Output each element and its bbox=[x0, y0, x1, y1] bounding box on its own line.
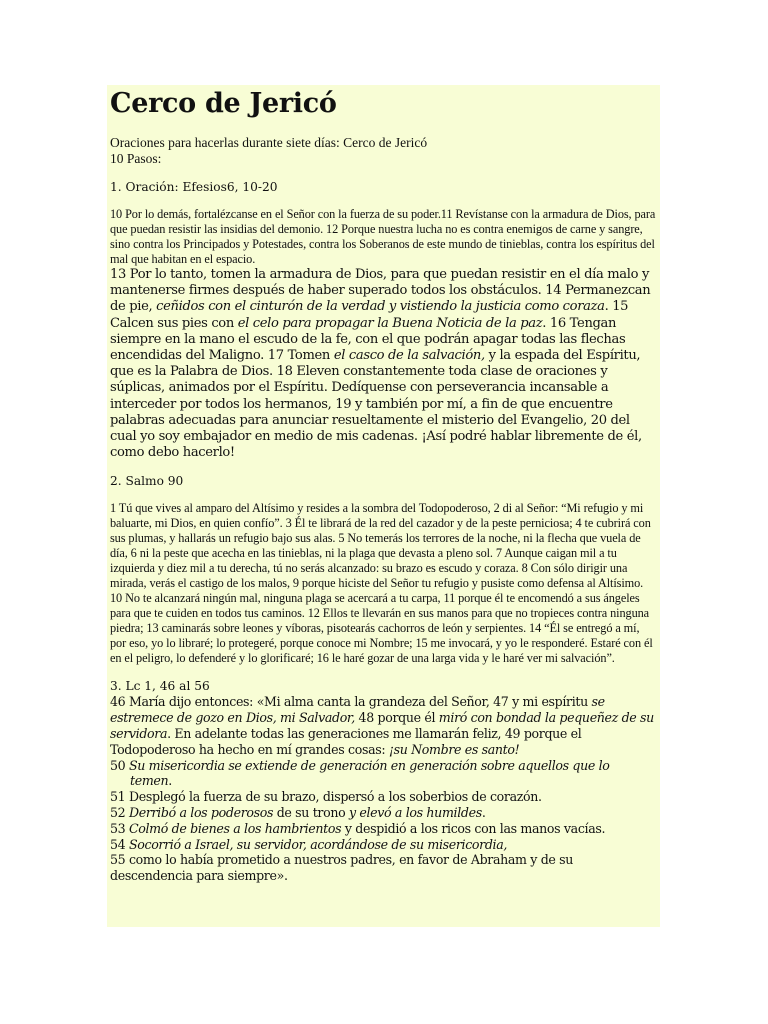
section2-heading: 2. Salmo 90 bbox=[110, 474, 184, 489]
verse-52: 52 Derribó a los poderosos de su trono y elevó a los humildes. bbox=[110, 805, 486, 821]
intro-line: Oraciones para hacerlas durante siete días: Cerco de Jericó bbox=[110, 135, 428, 150]
verse-55-cont: descendencia para siempre». bbox=[110, 868, 288, 884]
section1-heading: 1. Oración: Efesios6, 10-20 bbox=[110, 180, 278, 194]
section3-heading: 3. Lc 1, 46 al 56 bbox=[110, 679, 210, 694]
verse-54: 54 Socorrió a Israel, su servidor, acordándose de su misericordia, bbox=[110, 836, 508, 852]
verse-50: 50 Su misericordia se extiende de generación en generación sobre aquellos que lo bbox=[110, 757, 610, 773]
section1-text-a: 10 Por lo demás, fortalézcanse en el Señor con la fuerza de su poder.11 Revístanse con la armadura de Dios, para que puedan resistir las insidias del demonio. 12 Porque nuestra lucha no es contra enemigos de carne y sangre, sino contra los Principados y Potestades, contra los Soberanos de este mundo de tinieblas, contra los espíritus del mal que habitan en el espacio. bbox=[110, 207, 656, 266]
intro-steps: 10 Pasos: bbox=[110, 151, 162, 166]
page-title: Cerco de Jericó bbox=[110, 88, 337, 119]
document-page bbox=[107, 85, 660, 927]
verse-46: 46 María dijo entonces: «Mi alma canta la grandeza del Señor, 47 y mi espíritu se estremece de gozo en Dios, mi Salvador, 48 porque él miró con bondad la pequeñez de su servidora. En adelante todas las generaciones me llamarán feliz, 49 porque el Todopoderoso ha hecho en mí grandes cosas: ¡su Nombre es santo! bbox=[110, 694, 654, 757]
section1-text-b: 13 Por lo tanto, tomen la armadura de Dios, para que puedan resistir en el día malo y mantenerse firmes después de haber superado todos los obstáculos. 14 Permanezcan de pie, ceñidos con el cinturón de la verdad y vistiendo la justicia como coraza. 15 Calcen sus pies con el celo para propagar la Buena Noticia de la paz. 16 Tengan siempre en la mano el escudo de la fe, con el que podrán apagar todas las flechas encendidas del Maligno. 17 Tomen el casco de la salvación, y la espada del Espíritu, que es la Palabra de Dios. 18 Eleven constantemente toda clase de oraciones y súplicas, animados por el Espíritu. Dedíquense con perseverancia incansable a interceder por todos los hermanos, 19 y también por mí, a fin de que encuentre palabras adecuadas para anunciar resueltamente el misterio del Evangelio, 20 del cual yo soy embajador en medio de mis cadenas. ¡Así podré hablar libremente de él, como debo hacerlo! bbox=[110, 267, 651, 461]
verse-53: 53 Colmó de bienes a los hambrientos y despidió a los ricos con las manos vacías. bbox=[110, 820, 606, 836]
verse-51: 51 Desplegó la fuerza de su brazo, dispersó a los soberbios de corazón. bbox=[110, 789, 542, 805]
verse-50-cont: temen. bbox=[130, 773, 172, 789]
verse-55: 55 como lo había prometido a nuestros padres, en favor de Abraham y de su bbox=[110, 852, 574, 868]
section2-text: 1 Tú que vives al amparo del Altísimo y resides a la sombra del Todopoderoso, 2 di al Señor: “Mi refugio y mi baluarte, mi Dios, en quien confío”. 3 Él te librará de la red del cazador y de la peste perniciosa; 4 te cubrirá con sus plumas, y hallarás un refugio bajo sus alas. 5 No temerás los terrores de la noche, ni la flecha que vuela de día, 6 ni la peste que acecha en las tinieblas, ni la plaga que devasta a pleno sol. 7 Aunque caigan mil a tu izquierda y diez mil a tu derecha, tú no serás alcanzado: su brazo es escudo y coraza. 8 Con sólo dirigir una mirada, verás el castigo de los malos, 9 porque hiciste del Señor tu refugio y pusiste como defensa al Altísimo. 10 No te alcanzará ningún mal, ninguna plaga se acercará a tu carpa, 11 porque él te encomendó a sus ángeles para que te cuiden en todos tus caminos. 12 Ellos te llevarán en sus manos para que no tropieces contra ninguna piedra; 13 caminarás sobre leones y víboras, pisotearás cachorros de león y serpientes. 14 “Él se entregó a mí, por eso, yo lo libraré; lo protegeré, porque conoce mi Nombre; 15 me invocará, y yo le responderé. Estaré con él en el peligro, lo defenderé y lo glorificaré; 16 le haré gozar de una larga vida y le haré ver mi salvación”. bbox=[110, 501, 653, 666]
